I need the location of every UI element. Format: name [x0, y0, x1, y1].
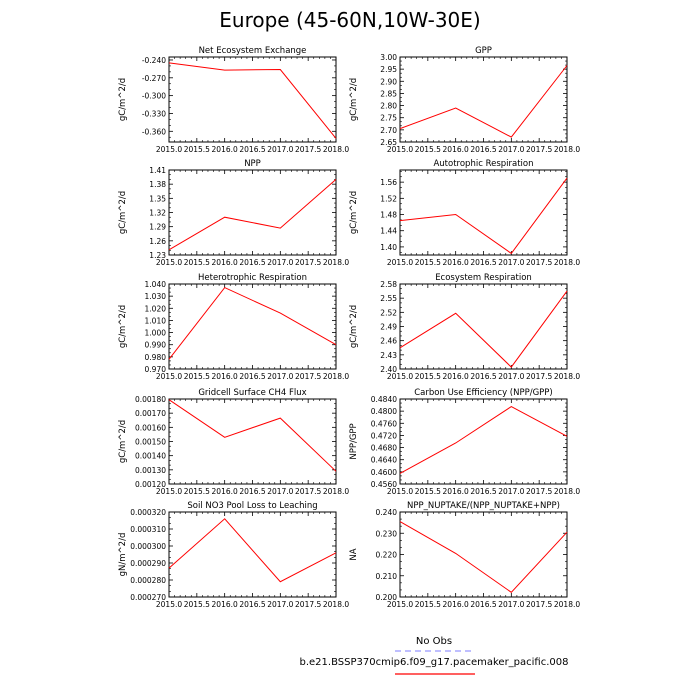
y-tick-label: 0.000270 — [130, 593, 166, 602]
y-tick-label: 1.35 — [149, 194, 166, 204]
x-tick-label: 2017.5 — [295, 487, 322, 496]
x-tick-label: 2016.0 — [211, 600, 238, 609]
y-tick-label: 0.240 — [375, 508, 397, 517]
panel-title: Autotrophic Respiration — [433, 159, 534, 169]
y-tick-label: 2.70 — [380, 125, 397, 135]
x-tick-label: 2018.0 — [322, 258, 350, 267]
x-tick-label: 2016.0 — [211, 258, 238, 267]
x-tick-label: 2016.5 — [239, 372, 266, 381]
y-axis-label: gC/m^2/d — [349, 304, 359, 349]
x-tick-label: 2015.0 — [155, 145, 183, 154]
panel-title: Soil NO3 Pool Loss to Leaching — [187, 501, 318, 511]
y-tick-label: 3.00 — [380, 53, 397, 62]
y-axis-label: gC/m^2/d — [118, 190, 128, 235]
x-tick-label: 2015.0 — [155, 258, 183, 267]
x-tick-label: 2015.5 — [183, 372, 210, 381]
x-tick-label: 2017.5 — [295, 600, 322, 609]
y-tick-label: 1.32 — [149, 208, 166, 218]
x-tick-label: 2016.0 — [442, 258, 469, 267]
y-tick-label: 2.58 — [380, 280, 397, 289]
x-tick-label: 2017.0 — [267, 487, 294, 496]
y-tick-label: 0.4640 — [370, 455, 397, 465]
panel-title: NPP — [244, 159, 261, 169]
x-tick-label: 2017.0 — [267, 600, 294, 609]
y-tick-label: -0.240 — [141, 55, 166, 65]
y-tick-label: -0.330 — [141, 109, 166, 119]
x-tick-label: 2018.0 — [553, 372, 581, 381]
x-tick-label: 2017.0 — [498, 258, 525, 267]
x-tick-label: 2018.0 — [553, 487, 581, 496]
y-tick-label: 2.85 — [380, 89, 397, 99]
x-tick-label: 2018.0 — [322, 145, 350, 154]
x-tick-label: 2016.0 — [442, 145, 469, 154]
y-tick-label: 1.26 — [149, 236, 166, 246]
y-tick-label: 0.00160 — [134, 423, 166, 433]
figure-title: Europe (45-60N,10W-30E) — [219, 8, 481, 32]
y-tick-label: 2.52 — [380, 308, 397, 318]
y-tick-label: 1.010 — [144, 316, 166, 326]
x-tick-label: 2017.5 — [526, 258, 553, 267]
y-tick-label: 1.23 — [149, 251, 166, 260]
y-axis-label: gC/m^2/d — [349, 77, 359, 122]
y-axis-label: NPP/GPP — [349, 423, 359, 460]
y-tick-label: 0.990 — [144, 340, 166, 350]
x-tick-label: 2017.5 — [526, 372, 553, 381]
y-tick-label: 0.000310 — [130, 525, 166, 534]
x-tick-label: 2018.0 — [553, 600, 581, 609]
y-tick-label: 2.46 — [380, 336, 397, 346]
x-tick-label: 2015.0 — [386, 258, 414, 267]
x-tick-label: 2016.5 — [239, 600, 266, 609]
x-tick-label: 2015.5 — [183, 487, 210, 496]
y-axis-label: gC/m^2/d — [118, 304, 128, 349]
y-tick-label: 0.980 — [144, 352, 166, 362]
x-tick-label: 2015.0 — [386, 600, 414, 609]
y-tick-label: 1.56 — [380, 178, 397, 188]
x-tick-label: 2017.5 — [526, 145, 553, 154]
x-tick-label: 2015.0 — [155, 600, 183, 609]
x-tick-label: 2018.0 — [322, 487, 350, 496]
y-tick-label: -0.360 — [141, 127, 166, 137]
y-axis-label: gC/m^2/d — [349, 190, 359, 235]
y-tick-label: 0.00120 — [134, 480, 166, 489]
y-tick-label: 1.29 — [149, 222, 166, 232]
legend-model-label: b.e21.BSSP370cmip6.f09_g17.pacemaker_pacific.008 — [299, 657, 569, 668]
panel-title: Ecosystem Respiration — [435, 273, 532, 283]
x-tick-label: 2016.5 — [239, 258, 266, 267]
x-tick-label: 2015.0 — [155, 372, 183, 381]
x-tick-label: 2017.0 — [498, 600, 525, 609]
y-tick-label: 0.000280 — [130, 576, 166, 585]
x-tick-label: 2016.5 — [470, 487, 497, 496]
y-tick-label: 0.970 — [144, 365, 166, 374]
x-tick-label: 2016.0 — [211, 487, 238, 496]
y-tick-label: 2.90 — [380, 77, 397, 87]
y-tick-label: 1.44 — [380, 226, 397, 236]
x-tick-label: 2016.5 — [239, 487, 266, 496]
x-tick-label: 2016.5 — [470, 600, 497, 609]
y-tick-label: 0.00130 — [134, 465, 166, 475]
y-tick-label: 0.230 — [375, 529, 397, 539]
y-tick-label: 2.49 — [380, 322, 397, 332]
y-tick-label: 0.4800 — [370, 407, 397, 417]
x-tick-label: 2015.5 — [414, 145, 441, 154]
y-tick-label: 2.40 — [380, 365, 397, 374]
y-tick-label: 0.4840 — [370, 395, 397, 404]
x-tick-label: 2018.0 — [553, 145, 581, 154]
panel-title: Gridcell Surface CH4 Flux — [198, 388, 307, 398]
x-tick-label: 2017.5 — [526, 600, 553, 609]
y-tick-label: 2.95 — [380, 65, 397, 75]
x-tick-label: 2017.0 — [498, 372, 525, 381]
y-tick-label: 1.020 — [144, 304, 166, 314]
y-tick-label: 1.52 — [380, 194, 397, 204]
y-tick-label: 0.00180 — [134, 395, 166, 404]
x-tick-label: 2017.5 — [526, 487, 553, 496]
x-tick-label: 2017.0 — [498, 145, 525, 154]
panel-title: GPP — [475, 46, 492, 56]
y-tick-label: 0.4760 — [370, 419, 397, 429]
x-tick-label: 2015.5 — [183, 145, 210, 154]
y-tick-label: 1.41 — [149, 166, 166, 175]
y-tick-label: 0.220 — [375, 550, 397, 560]
x-tick-label: 2015.5 — [183, 258, 210, 267]
x-tick-label: 2016.5 — [470, 258, 497, 267]
y-axis-label: gC/m^2/d — [118, 419, 128, 464]
y-tick-label: 2.65 — [380, 138, 397, 147]
x-tick-label: 2018.0 — [322, 372, 350, 381]
x-tick-label: 2015.5 — [414, 600, 441, 609]
panel-title: Net Ecosystem Exchange — [198, 46, 307, 56]
y-tick-label: 0.4560 — [370, 480, 397, 489]
y-tick-label: 0.00150 — [134, 437, 166, 447]
x-tick-label: 2015.0 — [155, 487, 183, 496]
y-tick-label: 2.75 — [380, 113, 397, 123]
x-tick-label: 2015.0 — [386, 145, 414, 154]
legend-obs-label: No Obs — [415, 636, 453, 647]
x-tick-label: 2018.0 — [322, 600, 350, 609]
y-tick-label: 0.00170 — [134, 409, 166, 419]
y-tick-label: 0.000290 — [130, 559, 166, 568]
y-tick-label: 2.55 — [380, 294, 397, 304]
x-tick-label: 2017.5 — [295, 372, 322, 381]
y-tick-label: 1.38 — [149, 180, 166, 190]
x-tick-label: 2016.5 — [470, 145, 497, 154]
x-tick-label: 2016.0 — [442, 372, 469, 381]
x-tick-label: 2015.5 — [414, 258, 441, 267]
x-tick-label: 2018.0 — [553, 258, 581, 267]
x-tick-label: 2017.0 — [267, 258, 294, 267]
y-axis-label: gN/m^2/d — [118, 532, 128, 577]
x-tick-label: 2017.0 — [498, 487, 525, 496]
y-tick-label: 0.000300 — [130, 542, 166, 551]
x-tick-label: 2017.5 — [295, 145, 322, 154]
x-tick-label: 2015.5 — [414, 487, 441, 496]
panel-title: NPP_NUPTAKE/(NPP_NUPTAKE+NPP) — [407, 501, 560, 511]
y-tick-label: 0.4600 — [370, 467, 397, 477]
x-tick-label: 2017.5 — [295, 258, 322, 267]
y-tick-label: 0.200 — [375, 593, 397, 602]
y-tick-label: 1.000 — [144, 328, 166, 338]
y-tick-label: -0.300 — [141, 91, 166, 101]
x-tick-label: 2015.0 — [386, 372, 414, 381]
y-tick-label: 2.80 — [380, 101, 397, 111]
y-tick-label: 1.030 — [144, 292, 166, 302]
x-tick-label: 2016.5 — [470, 372, 497, 381]
x-tick-label: 2016.5 — [239, 145, 266, 154]
y-tick-label: -0.270 — [141, 73, 166, 83]
y-axis-label: gC/m^2/d — [118, 77, 128, 122]
x-tick-label: 2017.0 — [267, 145, 294, 154]
x-tick-label: 2015.5 — [414, 372, 441, 381]
x-tick-label: 2016.0 — [211, 145, 238, 154]
x-tick-label: 2015.0 — [386, 487, 414, 496]
x-tick-label: 2015.5 — [183, 600, 210, 609]
y-axis-label: NA — [349, 548, 359, 561]
y-tick-label: 0.4720 — [370, 431, 397, 441]
y-tick-label: 1.40 — [380, 242, 397, 252]
x-tick-label: 2016.0 — [442, 487, 469, 496]
y-tick-label: 0.00140 — [134, 451, 166, 461]
y-tick-label: 0.000320 — [130, 508, 166, 517]
y-tick-label: 0.4680 — [370, 443, 397, 453]
y-tick-label: 1.040 — [144, 280, 166, 289]
y-tick-label: 2.43 — [380, 350, 397, 360]
y-tick-label: 0.210 — [375, 571, 397, 581]
y-tick-label: 1.48 — [380, 210, 397, 220]
panel-title: Carbon Use Efficiency (NPP/GPP) — [414, 388, 553, 398]
x-tick-label: 2016.0 — [211, 372, 238, 381]
x-tick-label: 2017.0 — [267, 372, 294, 381]
x-tick-label: 2016.0 — [442, 600, 469, 609]
panel-title: Heterotrophic Respiration — [198, 273, 307, 283]
